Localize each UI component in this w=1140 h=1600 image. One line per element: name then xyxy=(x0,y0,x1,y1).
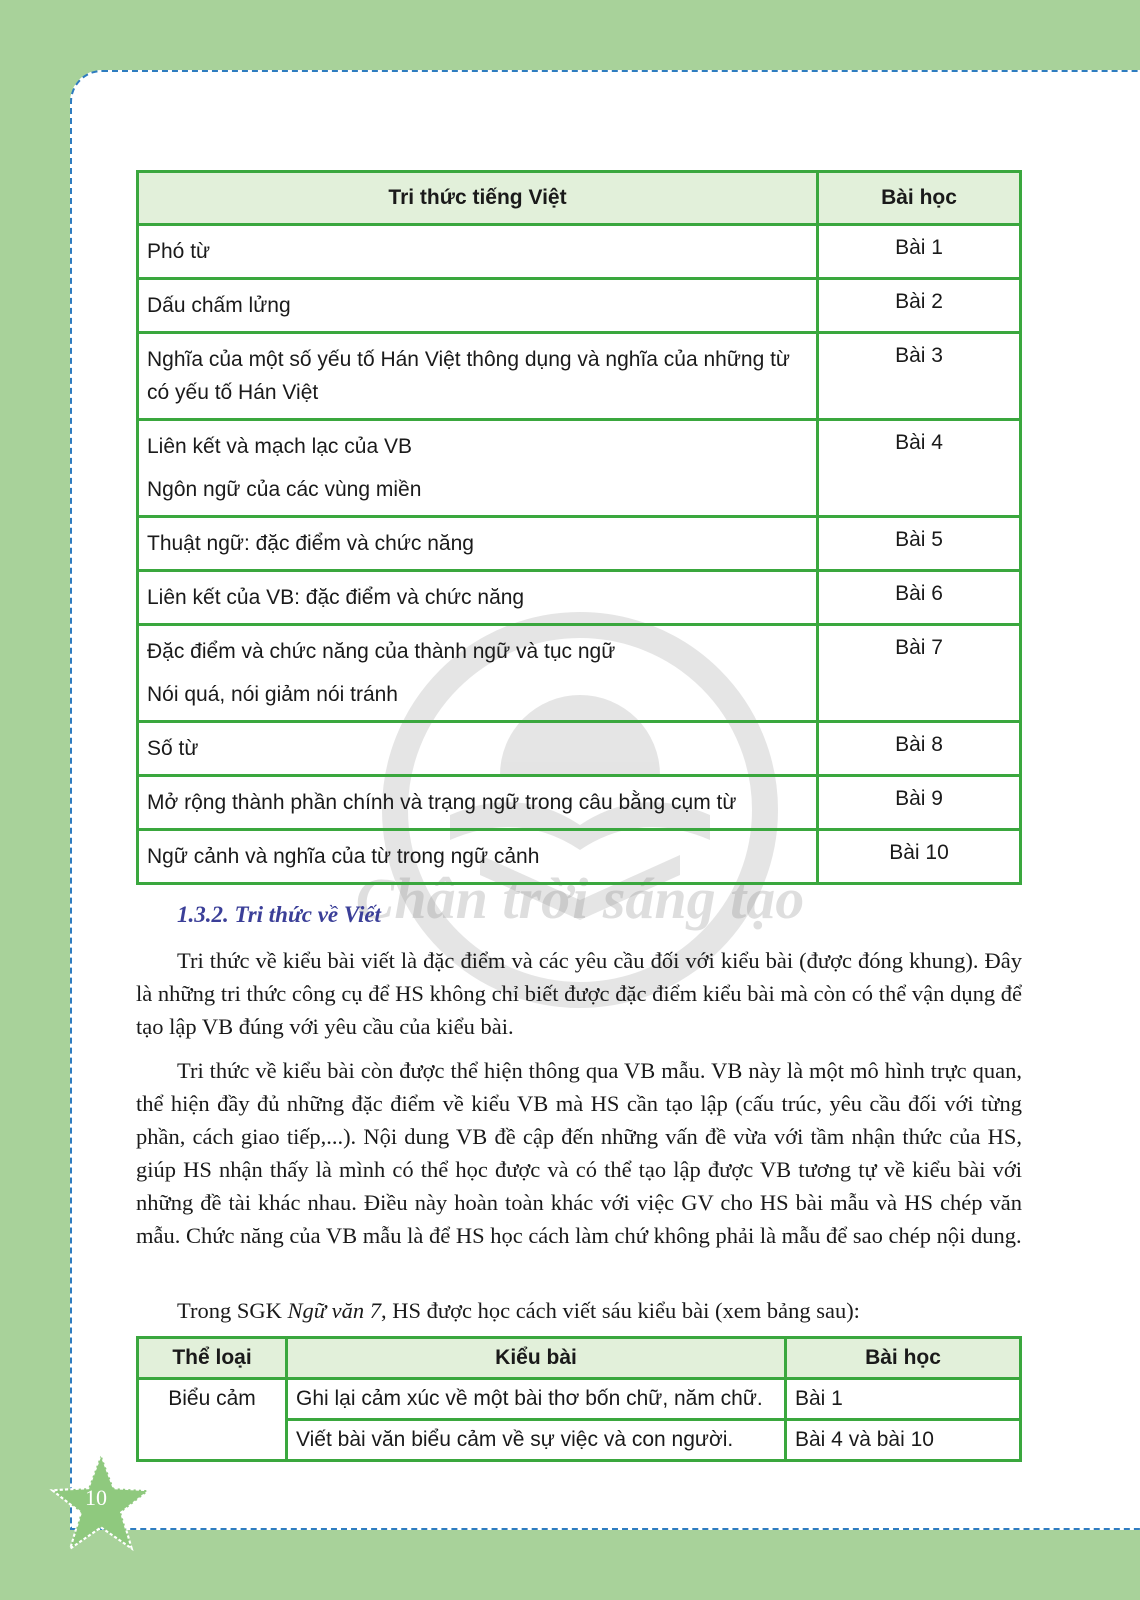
lesson-cell: Bài 7 xyxy=(818,625,1021,722)
lesson-cell: Bài 10 xyxy=(818,830,1021,884)
header-topic: Tri thức tiếng Việt xyxy=(138,172,818,225)
genre-cell: Biểu cảm xyxy=(138,1379,287,1461)
table-row xyxy=(138,420,1021,517)
paragraph-3-text-start: Trong SGK xyxy=(177,1298,288,1323)
topic-cell: Phó từ xyxy=(138,225,818,279)
topic-cell: Mở rộng thành phần chính và trạng ngữ trong câu bằng cụm từ xyxy=(138,776,818,830)
kind-cell: Viết bài văn biểu cảm về sự việc và con người. xyxy=(287,1420,786,1461)
paragraph-1: Tri thức về kiểu bài viết là đặc điểm và các yêu cầu đối với kiểu bài (được đóng khung). Đây là những tri thức công cụ để HS không chỉ biết được đặc điểm kiểu bài mà còn có thể vận dụng để tạo lập VB đúng với yêu cầu của kiểu bài. xyxy=(136,948,1022,1039)
table-row xyxy=(138,225,1021,279)
header-kind: Kiểu bài xyxy=(287,1338,786,1379)
paragraph-3 xyxy=(136,1294,1022,1327)
lesson-cell: Bài 3 xyxy=(818,333,1021,420)
table-row xyxy=(138,333,1021,420)
book-title: Ngữ văn 7 xyxy=(287,1298,381,1323)
table-row xyxy=(138,625,1021,722)
lesson-cell: Bài 9 xyxy=(818,776,1021,830)
paragraph-2: Tri thức về kiểu bài còn được thể hiện thông qua VB mẫu. VB này là một mô hình trực quan, thể hiện đầy đủ những đặc điểm về kiểu VB mà HS cần tạo lập (cấu trúc, yêu cầu đối với từng phần, cách giao tiếp,...). Nội dung VB đề cập đến những vấn đề vừa với tầm nhận thức của HS, giúp HS nhận thấy là mình có thể học được và có thể tạo lập được VB tương tự về kiểu bài với những đề tài khác nhau. Điều này hoàn toàn khác với việc GV cho HS bài mẫu và HS chép văn mẫu. Chức năng của VB mẫu là để HS học cách làm chứ không phải là mẫu để sao chép nội dung. xyxy=(136,1058,1022,1248)
lesson-cell: Bài 2 xyxy=(818,279,1021,333)
lesson-cell: Bài 1 xyxy=(786,1379,1021,1420)
lesson-cell: Bài 4 xyxy=(818,420,1021,517)
table-row xyxy=(138,776,1021,830)
paragraph-3-text-end: , HS được học cách viết sáu kiểu bài (xem bảng sau): xyxy=(380,1298,860,1323)
table-row xyxy=(138,1379,1021,1420)
kind-cell: Ghi lại cảm xúc về một bài thơ bốn chữ, năm chữ. xyxy=(287,1379,786,1420)
topic-cell: Liên kết của VB: đặc điểm và chức năng xyxy=(138,571,818,625)
writing-types-table xyxy=(136,1336,1022,1462)
topic-cell: Nghĩa của một số yếu tố Hán Việt thông dụng và nghĩa của những từ có yếu tố Hán Việt xyxy=(138,333,818,420)
lesson-cell: Bài 5 xyxy=(818,517,1021,571)
table-row xyxy=(138,571,1021,625)
page-number: 10 xyxy=(85,1485,107,1510)
lesson-cell: Bài 8 xyxy=(818,722,1021,776)
table-row xyxy=(138,517,1021,571)
lesson-cell: Bài 6 xyxy=(818,571,1021,625)
topic-cell: Liên kết và mạch lạc của VB Ngôn ngữ của các vùng miền xyxy=(138,420,818,517)
section-heading: 1.3.2. Tri thức về Viết xyxy=(177,902,381,927)
topic-cell: Dấu chấm lửng xyxy=(138,279,818,333)
header-lesson: Bài học xyxy=(786,1338,1021,1379)
topic-cell: Đặc điểm và chức năng của thành ngữ và tục ngữ Nói quá, nói giảm nói tránh xyxy=(138,625,818,722)
table-row xyxy=(138,279,1021,333)
lesson-cell: Bài 1 xyxy=(818,225,1021,279)
header-lesson: Bài học xyxy=(818,172,1021,225)
lesson-cell: Bài 4 và bài 10 xyxy=(786,1420,1021,1461)
topic-cell: Thuật ngữ: đặc điểm và chức năng xyxy=(138,517,818,571)
topic-cell: Ngữ cảnh và nghĩa của từ trong ngữ cảnh xyxy=(138,830,818,884)
vietnamese-knowledge-table xyxy=(136,170,1022,885)
table-row xyxy=(138,830,1021,884)
header-genre: Thể loại xyxy=(138,1338,287,1379)
table-row xyxy=(138,722,1021,776)
svg-text:Chân trời sáng tạo: Chân trời sáng tạo xyxy=(355,866,805,931)
topic-cell: Số từ xyxy=(138,722,818,776)
